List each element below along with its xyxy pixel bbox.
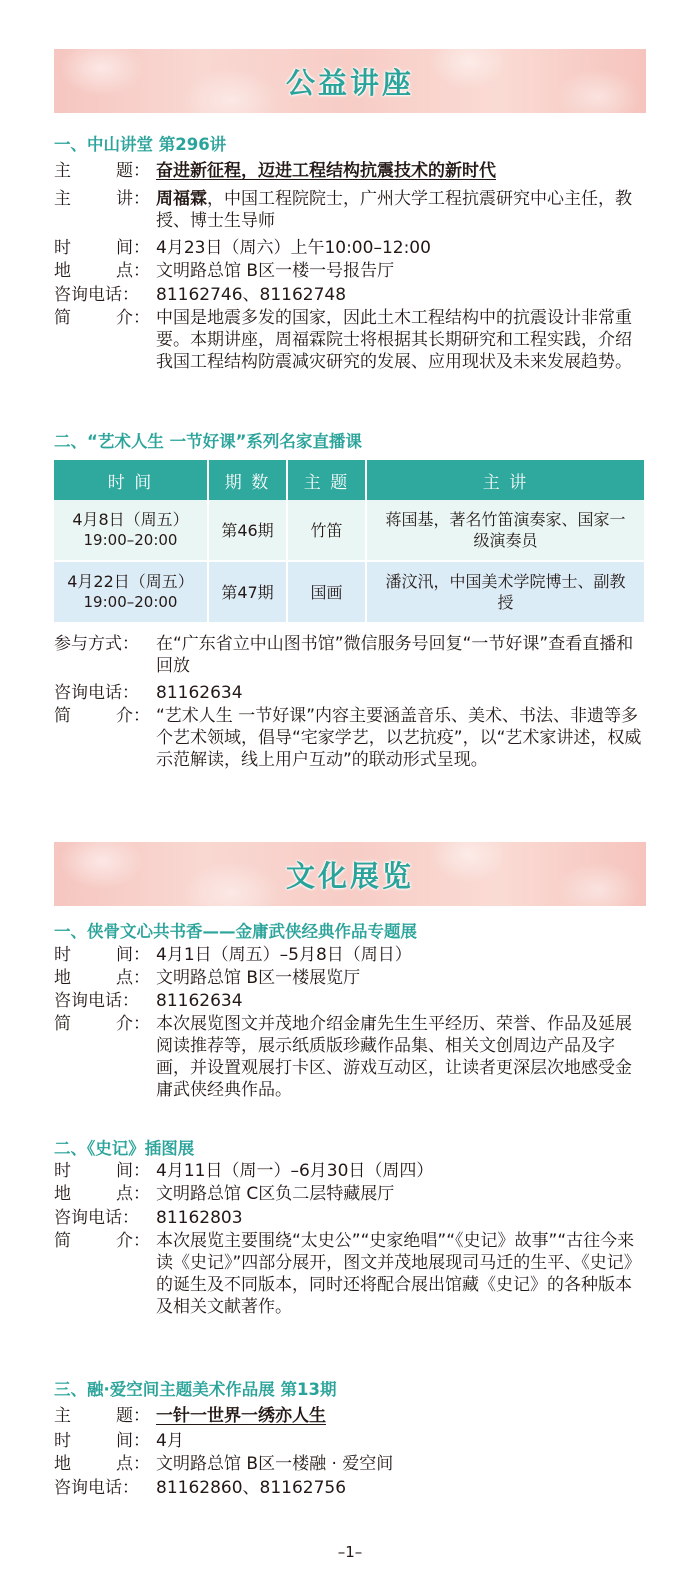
topic-label: 主 题：: [54, 1406, 150, 1426]
lecture1-place: 文明路总馆 B区一楼一号报告厅: [156, 261, 395, 281]
speaker-name: 周福霖: [156, 189, 207, 209]
time-label: 时 间：: [54, 238, 150, 258]
exhibition3-topic: 一针一世界一绣亦人生: [156, 1406, 326, 1426]
intro-label: 简 介：: [54, 706, 150, 726]
cell-lecturer: 潘汶汛，中国美术学院博士、副教授: [366, 561, 644, 623]
phone-label: 咨询电话：: [54, 1478, 139, 1498]
cell-theme: 国画: [287, 561, 366, 623]
col-header-theme: 主 题: [287, 460, 366, 500]
exhibition1-phone: 81162634: [156, 991, 243, 1011]
speaker-label: 主 讲：: [54, 189, 150, 209]
phone-label: 咨询电话：: [54, 991, 139, 1011]
time-label: 时 间：: [54, 1161, 150, 1181]
lecture1-heading: 一、中山讲堂 第296讲: [54, 135, 227, 154]
page-number: –1–: [337, 1543, 363, 1561]
phone-label: 咨询电话：: [54, 683, 139, 703]
exhibition3-time: 4月: [156, 1431, 184, 1451]
exhibition1-time: 4月1日（周五）–5月8日（周日）: [156, 945, 412, 965]
exhibition3-phone: 81162860、81162756: [156, 1478, 347, 1498]
exhibition2-place: 文明路总馆 C区负二层特藏展厅: [156, 1184, 395, 1204]
topic-label: 主 题：: [54, 161, 150, 181]
place-label: 地 点：: [54, 261, 150, 281]
col-header-time: 时 间: [54, 460, 208, 500]
cell-issue: 第46期: [208, 500, 287, 561]
exhibitions-banner: [54, 842, 646, 906]
phone-label: 咨询电话：: [54, 285, 139, 305]
cell-theme: 竹笛: [287, 500, 366, 561]
exhibition2-phone: 81162803: [156, 1208, 243, 1228]
exhibition1-place: 文明路总馆 B区一楼展览厅: [156, 968, 361, 988]
cell-lecturer: 蒋国基，著名竹笛演奏家、国家一级演奏员: [366, 500, 644, 561]
place-label: 地 点：: [54, 968, 150, 988]
speaker-desc: ，中国工程院院士，广州大学工程抗震研究中心主任，教授、博士生导师: [156, 189, 632, 231]
join-label: 参与方式：: [54, 634, 139, 654]
col-header-lecturer: 主 讲: [366, 460, 644, 500]
place-label: 地 点：: [54, 1184, 150, 1204]
exhibitions-banner-title: 文化展览: [285, 858, 414, 893]
exhibition2-intro: 本次展览主要围绕“太史公”“史家绝唱”“《史记》故事”“古往今来读《史记》”四部分展开，图文并茂地展现司马迁的生平、《史记》的诞生及不同版本，同时还将配合展出馆藏《史记》的各种版本及相关文献著作。: [156, 1231, 641, 1317]
time-label: 时 间：: [54, 1431, 150, 1451]
exhibition1-heading: 一、侠骨文心共书香——金庸武侠经典作品专题展: [54, 922, 417, 941]
intro-label: 简 介：: [54, 1014, 150, 1034]
schedule-header-row: [54, 460, 644, 500]
schedule-table: [54, 460, 644, 624]
phone-label: 咨询电话：: [54, 1208, 139, 1228]
lecture2-join: 在“广东省立中山图书馆”微信服务号回复“一节好课”查看直播和回放: [156, 634, 634, 676]
place-label: 地 点：: [54, 1454, 150, 1474]
lecture2-heading: 二、“艺术人生 一节好课”系列名家直播课: [54, 432, 362, 451]
table-row: [54, 561, 644, 623]
exhibition1-intro: 本次展览图文并茂地介绍金庸先生生平经历、荣誉、作品及延展阅读推荐等，展示纸质版珍藏作品集、相关文创周边产品及字画，并设置观展打卡区、游戏互动区，让读者更深层次地感受金庸武侠经典作品。: [156, 1014, 632, 1100]
intro-label: 简 介：: [54, 1231, 150, 1251]
exhibition3-place: 文明路总馆 B区一楼融 · 爱空间: [156, 1454, 394, 1474]
exhibition2-heading: 二、《史记》插图展: [54, 1139, 195, 1158]
cell-time: 4月22日（周五） 19:00–20:00: [54, 561, 208, 623]
intro-label: 简 介：: [54, 308, 150, 328]
lecture2-intro: “艺术人生 一节好课”内容主要涵盖音乐、美术、书法、非遗等多个艺术领域，倡导“宅家学艺，以艺抗疫”，以“艺术家讲述，权威示范解读，线上用户互动”的联动形式呈现。: [156, 706, 642, 770]
col-header-issue: 期 数: [208, 460, 287, 500]
cell-issue: 第47期: [208, 561, 287, 623]
lecture1-intro: 中国是地震多发的国家，因此土木工程结构中的抗震设计非常重要。本期讲座，周福霖院士将根据其长期研究和工程实践，介绍我国工程结构防震减灾研究的发展、应用现状及未来发展趋势。: [156, 308, 632, 372]
lecture1-time: 4月23日（周六）上午10:00–12:00: [156, 238, 431, 258]
lectures-banner: [54, 49, 646, 113]
cell-time: 4月8日（周五） 19:00–20:00: [54, 500, 208, 561]
lecture1-speaker: [156, 188, 646, 232]
table-row: [54, 500, 644, 561]
lectures-banner-title: 公益讲座: [285, 65, 414, 100]
lecture1-topic: 奋进新征程，迈进工程结构抗震技术的新时代: [156, 161, 496, 181]
exhibition2-time: 4月11日（周一）–6月30日（周四）: [156, 1161, 434, 1181]
time-label: 时 间：: [54, 945, 150, 965]
lecture1-phone: 81162746、81162748: [156, 285, 347, 305]
lecture2-phone: 81162634: [156, 683, 243, 703]
exhibition3-heading: 三、融·爱空间主题美术作品展 第13期: [54, 1380, 337, 1399]
